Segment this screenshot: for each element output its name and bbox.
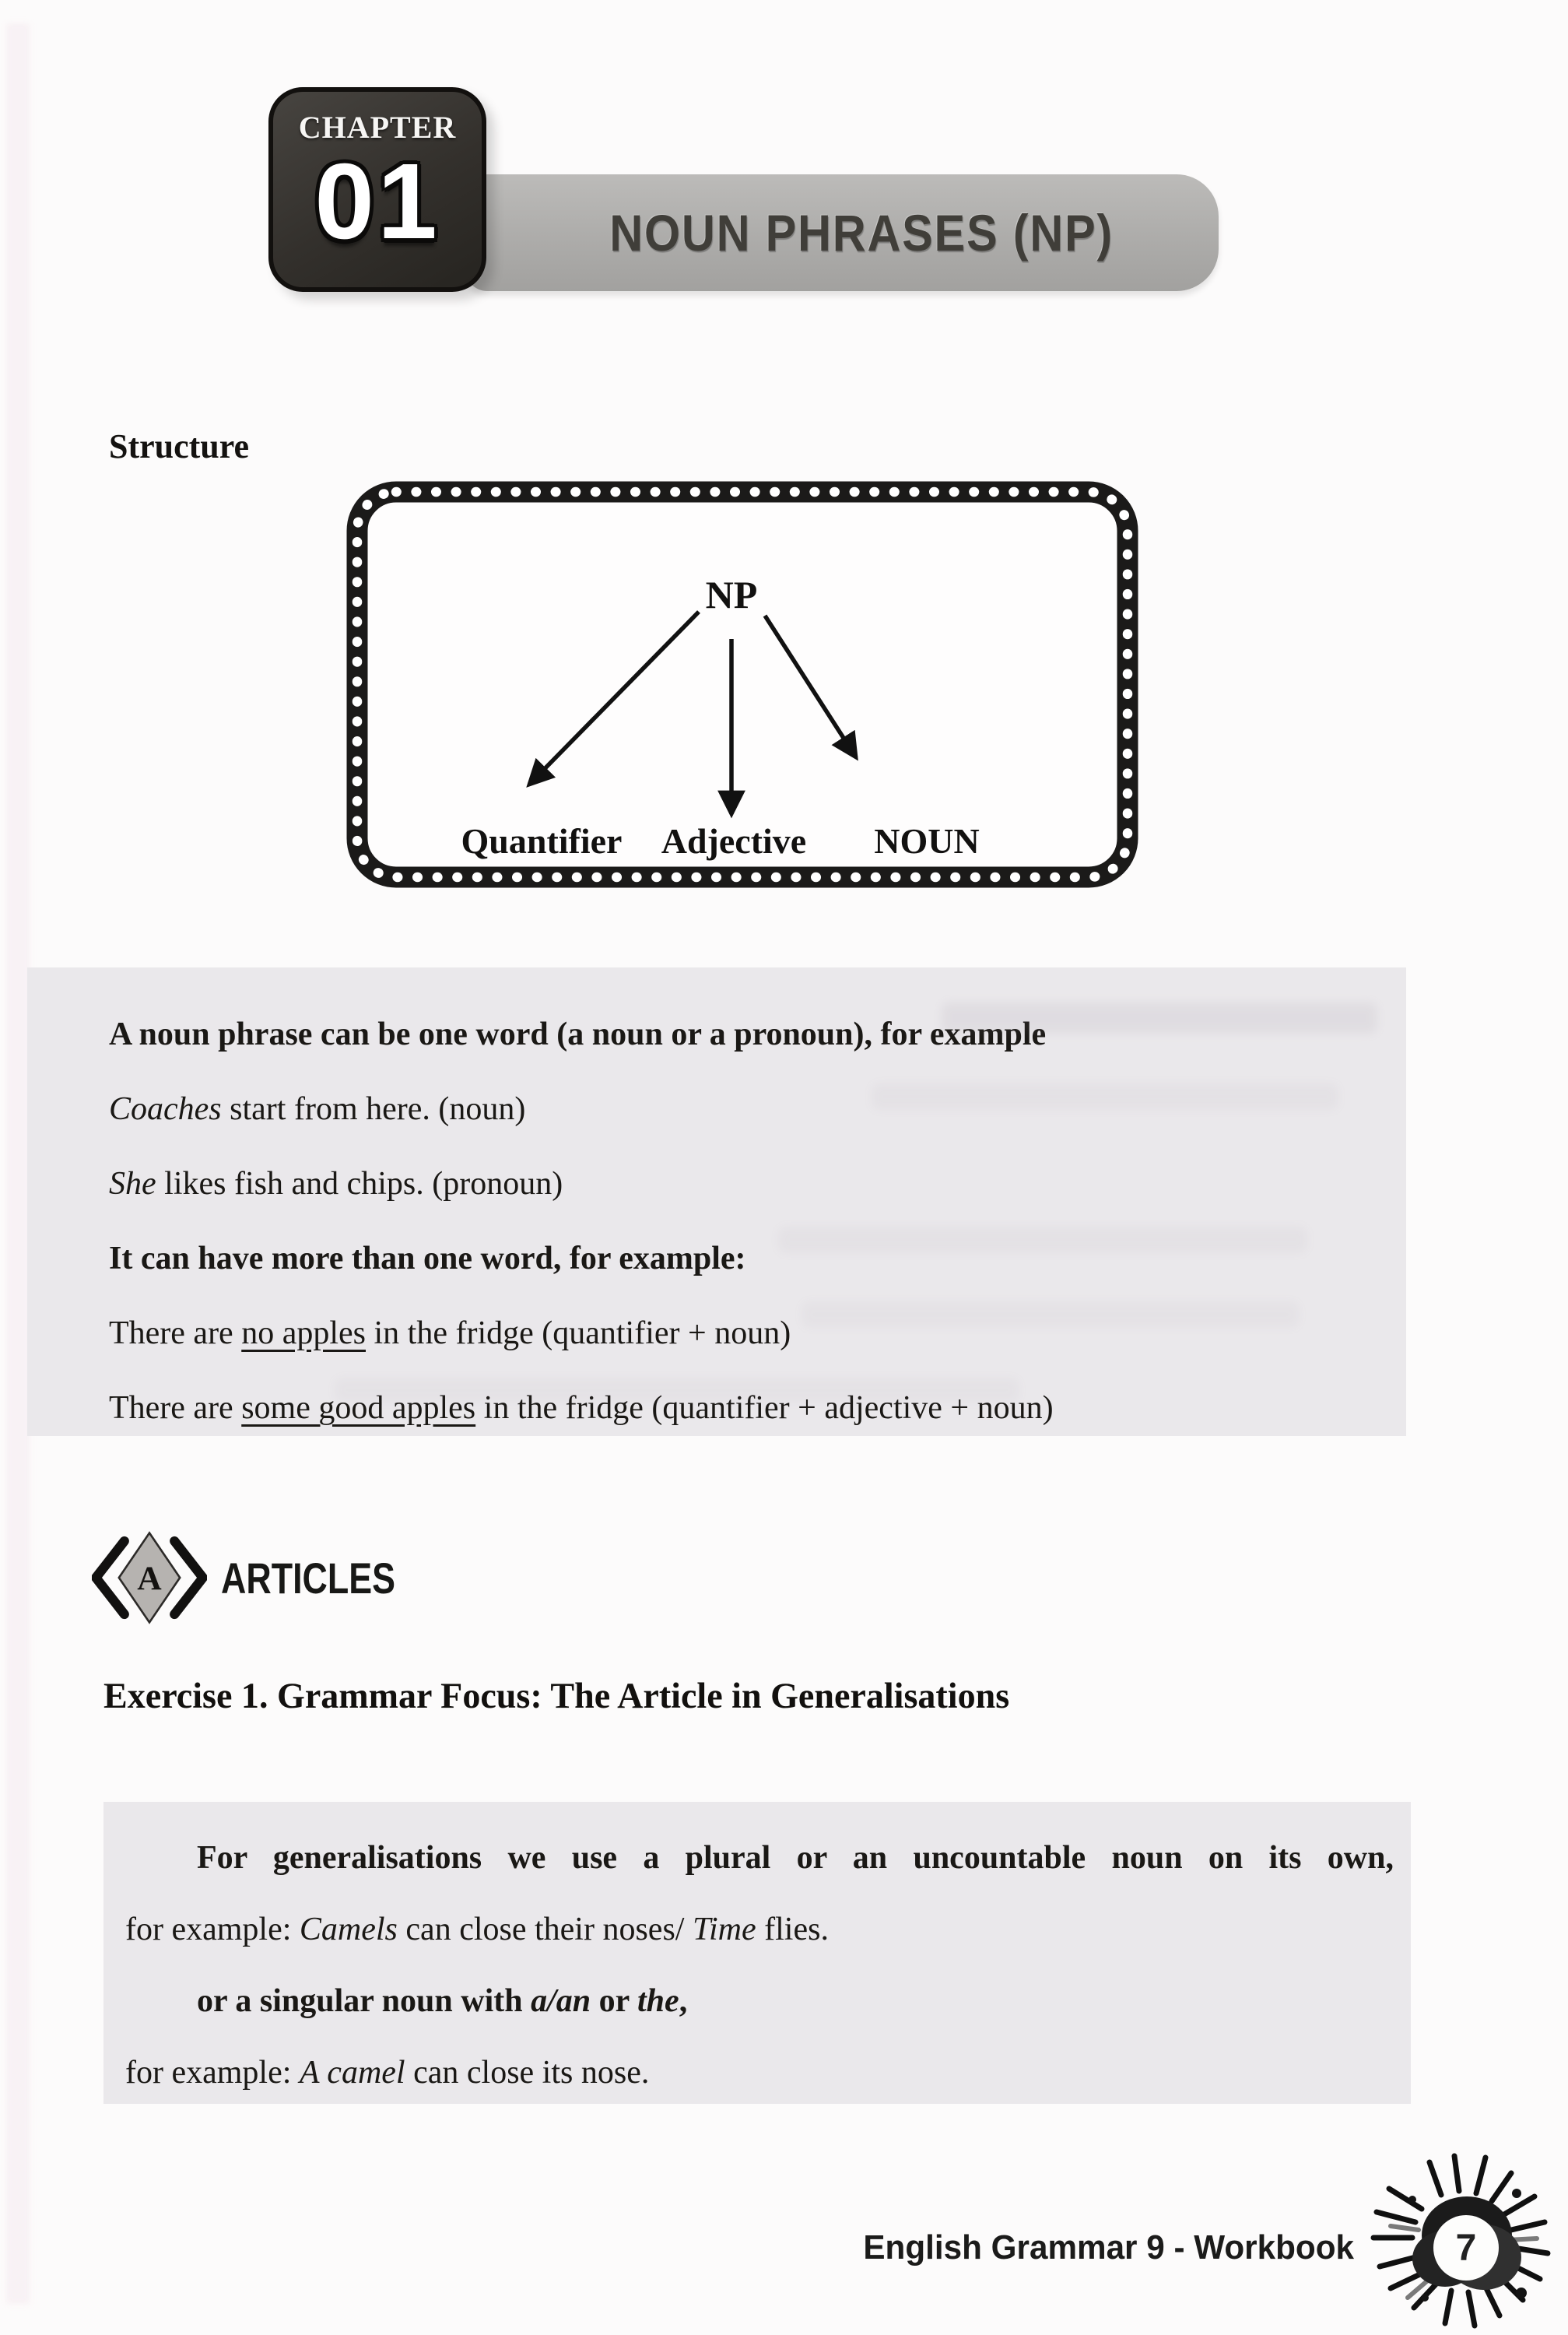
intro-line-5-pre: There are <box>109 1315 242 1351</box>
focus-line-3 <box>103 1965 1411 2037</box>
articles-diamond-icon <box>92 1530 207 1625</box>
underlined-no-apples: no apples <box>241 1315 366 1351</box>
chapter-badge <box>268 87 486 292</box>
italic-term-camels: Camels <box>299 1912 398 1947</box>
bleed-smudge <box>872 1083 1338 1110</box>
articles-icon-letter: A <box>137 1559 162 1597</box>
chapter-number: 01 <box>314 142 440 262</box>
focus-line-4 <box>103 2037 1411 2109</box>
np-structure-diagram <box>345 479 1140 890</box>
focus-line-3-mid: or <box>591 1983 638 2019</box>
focus-line-2-mid: can close their noses/ <box>397 1912 693 1947</box>
chapter-label: CHAPTER <box>298 110 457 145</box>
articles-heading: ARTICLES <box>221 1553 395 1603</box>
diagram-adjective-label: Adjective <box>661 821 807 861</box>
focus-line-2-pre: for example: <box>125 1912 300 1947</box>
focus-line-2-post: flies. <box>756 1912 829 1947</box>
underlined-some-good-apples: some good apples <box>241 1390 476 1426</box>
articles-section-header <box>92 1530 439 1625</box>
focus-line-4-post: can close its nose. <box>405 2055 650 2091</box>
splash-dot <box>1512 2189 1521 2198</box>
scan-edge-tint <box>6 23 30 2304</box>
italic-term-she: She <box>109 1166 156 1202</box>
grammar-focus-block <box>103 1802 1411 2104</box>
bleed-smudge <box>778 1227 1307 1253</box>
chapter-title-banner <box>465 174 1219 291</box>
italic-term-a-camel: A camel <box>299 2055 405 2091</box>
ink-splash-icon <box>1367 2148 1562 2335</box>
diagram-quantifier-label: Quantifier <box>461 821 623 861</box>
page-number-splash <box>1367 2148 1562 2335</box>
page-number: 7 <box>1455 2228 1477 2269</box>
np-tree-svg <box>345 479 1140 890</box>
beaded-frame-band <box>357 492 1128 877</box>
bleed-smudge <box>335 1378 1019 1403</box>
intro-line-6-pre: There are <box>109 1390 242 1426</box>
structure-heading: Structure <box>109 427 250 465</box>
diagram-noun-label: NOUN <box>874 821 980 861</box>
focus-line-3-post: , <box>679 1983 688 2019</box>
italic-term-a-an: a/an <box>531 1983 591 2019</box>
focus-line-2 <box>103 1894 1411 1965</box>
splash-dot <box>1421 2294 1429 2302</box>
intro-line-2-rest: start from here. (noun) <box>221 1091 526 1127</box>
splash-dot <box>1516 2288 1527 2298</box>
exercise-1-title: Exercise 1. Grammar Focus: The Article in Generalisations <box>103 1676 1010 1716</box>
bleed-smudge <box>942 1002 1377 1034</box>
italic-term-the: the <box>637 1983 679 2019</box>
noun-phrase-info-block <box>27 967 1406 1436</box>
italic-term-time: Time <box>692 1912 756 1947</box>
diagram-root-label: NP <box>705 573 758 616</box>
footer-book-title: English Grammar 9 - Workbook <box>863 2228 1354 2267</box>
italic-term-coaches: Coaches <box>109 1091 222 1127</box>
intro-line-4: It can have more than one word, for example: <box>109 1241 746 1276</box>
intro-line-3 <box>27 1146 1406 1221</box>
splash-dot <box>1408 2196 1416 2203</box>
intro-line-5-post: in the fridge (quantifier + noun) <box>366 1315 791 1351</box>
intro-line-1: A noun phrase can be one word (a noun or a pronoun), for example <box>109 1017 1047 1052</box>
intro-line-3-rest: likes fish and chips. (pronoun) <box>156 1166 563 1202</box>
chapter-title: NOUN PHRASES (NP) <box>609 204 1114 262</box>
focus-line-1: For generalisations we use a plural or an uncountable noun on its own, <box>197 1840 1394 1876</box>
bleed-smudge <box>802 1301 1300 1328</box>
focus-line-4-pre: for example: <box>125 2055 300 2091</box>
intro-line-6-post: in the fridge (quantifier + adjective + noun) <box>475 1390 1054 1426</box>
focus-line-3-pre: or a singular noun with <box>197 1983 531 2019</box>
